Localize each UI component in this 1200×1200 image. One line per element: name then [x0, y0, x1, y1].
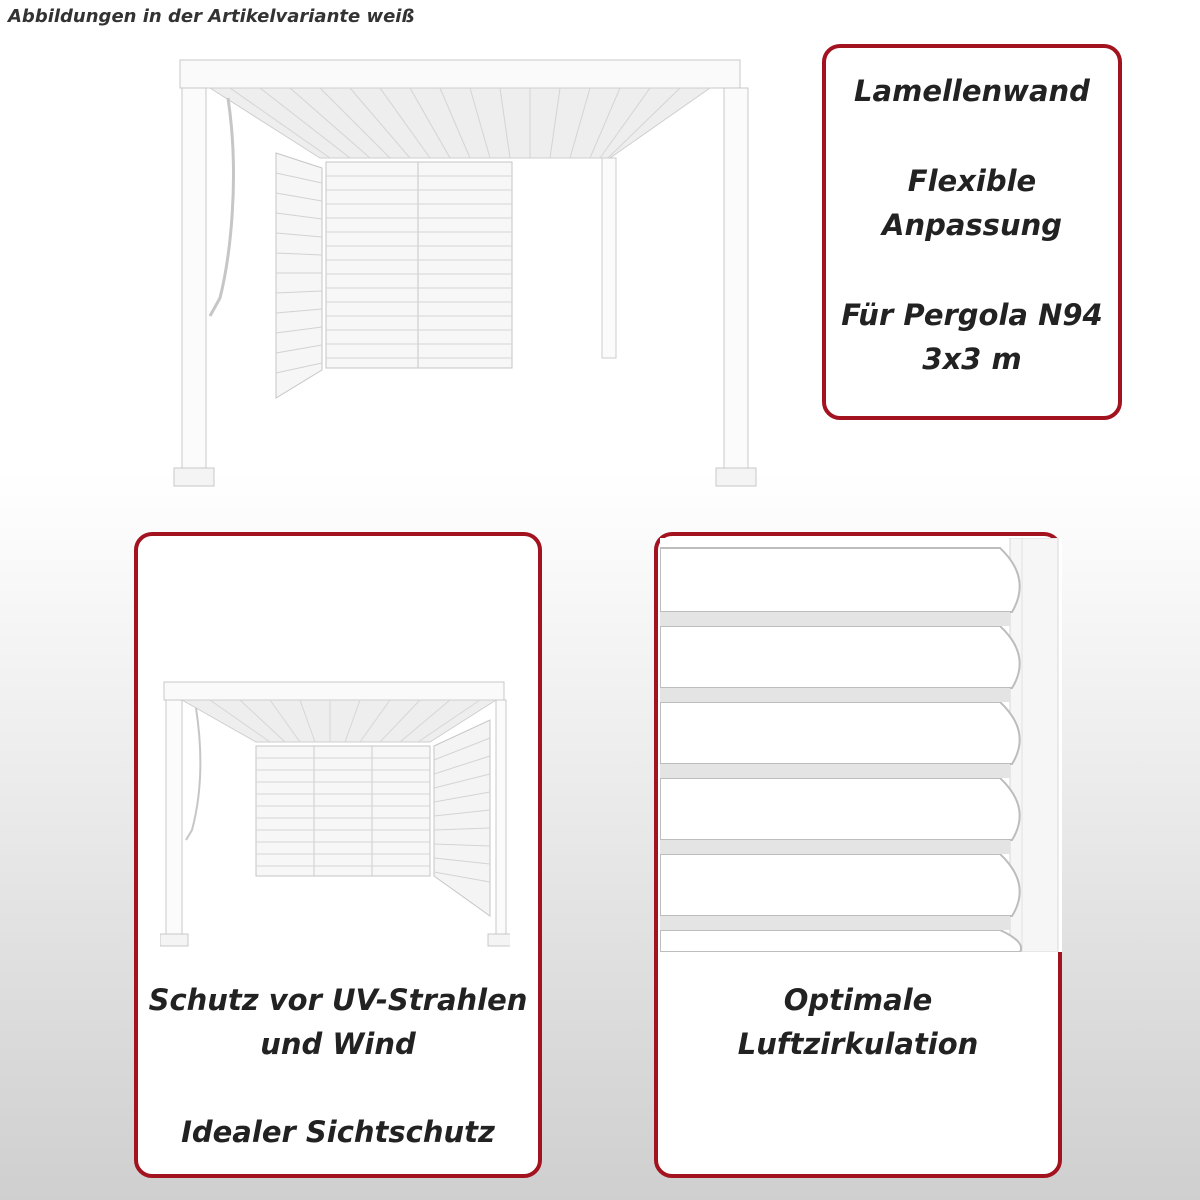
compat-pergola: Für Pergola N94: [841, 298, 1103, 332]
card-title: Lamellenwand: [854, 74, 1090, 108]
variant-caption: Abbildungen in der Artikelvariante weiß: [8, 6, 415, 27]
privacy-text: Idealer Sichtschutz: [181, 1115, 495, 1149]
compat-size: 3x3 m: [922, 342, 1022, 376]
louver-closeup-image: [660, 538, 1062, 952]
feature-card-lamellenwand: [822, 44, 1122, 420]
uv-protection-text: Schutz vor UV-Strahlen: [148, 983, 528, 1017]
air-circulation-text: Luftzirkulation: [737, 1027, 979, 1061]
optimal-text: Optimale: [783, 983, 933, 1017]
feature-flexible: Flexible: [907, 164, 1037, 198]
feature-anpassung: Anpassung: [882, 208, 1062, 242]
feature-card-air-circulation: [654, 532, 1062, 1178]
wind-protection-text: und Wind: [260, 1027, 416, 1061]
pergola-main-image: [170, 58, 760, 490]
feature-card-uv-protection: [134, 532, 542, 1178]
pergola-enclosed-image: [160, 680, 510, 950]
